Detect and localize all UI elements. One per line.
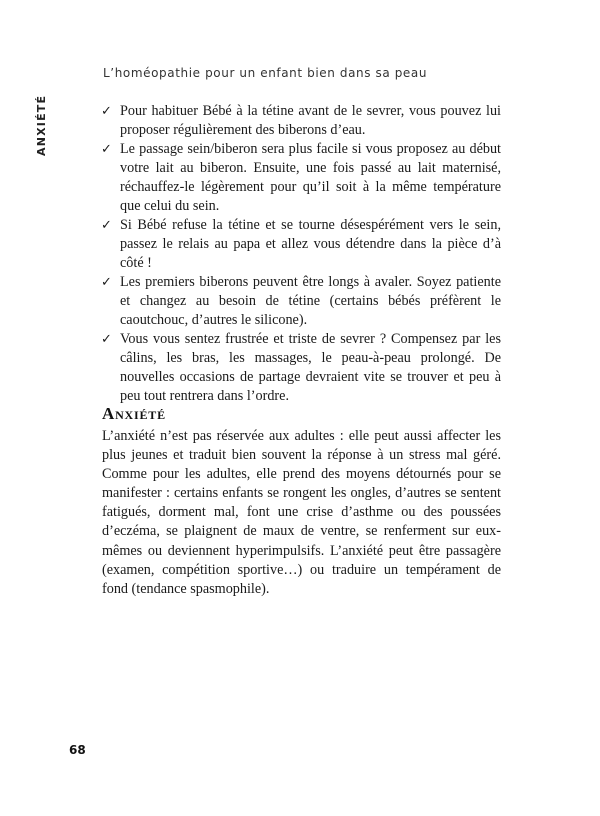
- tip-item: [101, 102, 501, 140]
- chapter-side-tab: [31, 94, 57, 160]
- checkmark-icon: ✓: [101, 218, 112, 233]
- chapter-side-tab-label: ANXIÉTÉ: [35, 94, 48, 156]
- running-head: L’homéopathie pour un enfant bien dans sa peau: [103, 66, 428, 80]
- checkmark-icon: ✓: [101, 142, 112, 157]
- tip-text: Pour habituer Bébé à la tétine avant de le sevrer, vous pouvez lui proposer régulièrement des biberons d’eau.: [120, 103, 501, 138]
- section-heading: Anxiété: [102, 404, 166, 423]
- tip-text: Vous vous sentez frustrée et triste de sevrer ? Compensez par les câlins, les bras, les massages, le peau-à-peau prolongé. De nouvelles occasions de partage devraient vite se trouver et peu à peu tout rentrera dans l’ordre.: [120, 331, 501, 404]
- tip-text: Si Bébé refuse la tétine et se tourne désespérément vers le sein, passez le relais au papa et allez vous détendre dans la pièce d’à côté !: [120, 217, 501, 271]
- checkmark-icon: ✓: [101, 104, 112, 119]
- page-number: 68: [69, 743, 86, 757]
- tip-item: [101, 216, 501, 273]
- tip-item: [101, 273, 501, 330]
- tips-list: [101, 102, 501, 406]
- checkmark-icon: ✓: [101, 275, 112, 290]
- tip-item: [101, 330, 501, 406]
- checkmark-icon: ✓: [101, 332, 112, 347]
- tip-text: Le passage sein/biberon sera plus facile si vous proposez au début votre lait au biberon. Ensuite, une fois passé au lait maternisé, réchauffez-le légèrement pour qu’il soit à la même température que celui du sein.: [120, 141, 501, 214]
- tip-text: Les premiers biberons peuvent être longs à avaler. Soyez patiente et changez au besoin de tétine (certains bébés préfèrent le caoutchouc, d’autres le silicone).: [120, 274, 501, 328]
- section-body-paragraph: L’anxiété n’est pas réservée aux adultes : elle peut aussi affecter les plus jeunes et traduit bien souvent la réponse à un stress mal géré. Comme pour les adultes, elle prend des moyens détournés pour se manifester : certains enfants se rongent les ongles, d’autres se sentent fatigués, dorment mal, font une crise d’asthme ou des poussées d’eczéma, se plaignent de maux de ventre, se renferment sur eux-mêmes ou deviennent hyperimpulsifs. L’anxiété peut être passagère (examen, compétition sportive…) ou traduire un tempérament de fond (tendance spasmophile).: [102, 428, 501, 597]
- tip-item: [101, 140, 501, 216]
